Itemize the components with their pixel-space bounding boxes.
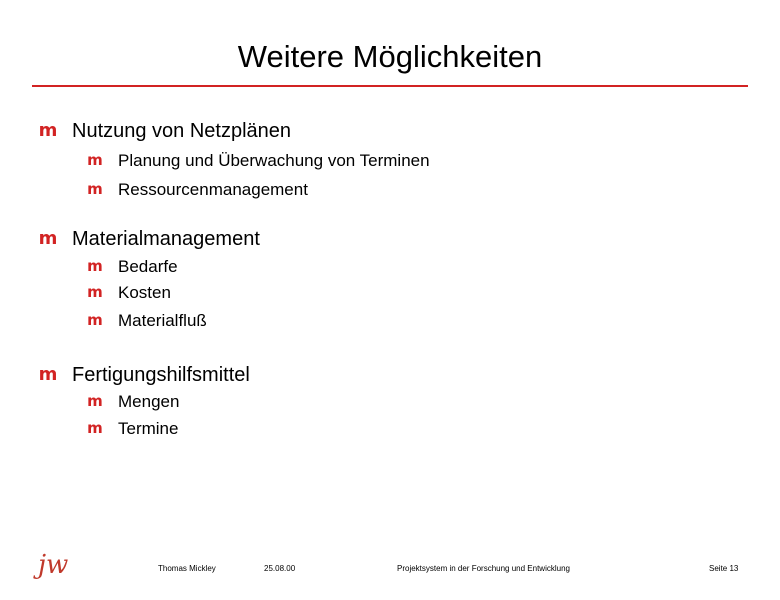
footer-date: 25.08.00: [264, 564, 296, 573]
bullet-icon: m: [87, 151, 103, 169]
list-item-label: Kosten: [118, 283, 171, 302]
footer-page-number: Seite 13: [709, 564, 739, 573]
footer-author: Thomas Mickley: [158, 564, 216, 573]
section-label: Materialmanagement: [72, 228, 260, 250]
list-item: [86, 150, 430, 171]
section-label: Fertigungshilfsmittel: [72, 364, 250, 386]
bullet-icon: m: [87, 392, 103, 410]
list-item: [86, 391, 179, 412]
list-item: [86, 256, 178, 277]
bullet-icon: m: [87, 419, 103, 437]
section-materialmanagement: [38, 227, 260, 251]
bullet-icon: m: [87, 180, 103, 198]
bullet-icon: m: [87, 311, 103, 329]
list-item: [86, 179, 308, 200]
bullet-icon: m: [38, 364, 58, 385]
list-item: [86, 418, 178, 439]
list-item: [86, 310, 207, 331]
bullet-icon: m: [87, 283, 103, 301]
section-netzplaene: [38, 119, 291, 143]
list-item-label: Termine: [118, 419, 179, 438]
bullet-icon: m: [38, 228, 58, 249]
list-item-label: Mengen: [118, 392, 180, 411]
title-divider: [32, 85, 748, 87]
bullet-icon: m: [87, 257, 103, 275]
slide-title: Weitere Möglichkeiten: [237, 39, 543, 74]
list-item-label: Planung und Überwachung von Terminen: [118, 151, 430, 170]
list-item-label: Bedarfe: [118, 257, 178, 276]
section-label: Nutzung von Netzplänen: [72, 120, 292, 142]
bullet-icon: m: [38, 120, 58, 141]
section-fertigungshilfsmittel: [38, 363, 250, 387]
jw-logo: jw: [38, 550, 69, 580]
footer-topic: Projektsystem in der Forschung und Entwicklung: [397, 564, 570, 573]
list-item: [86, 282, 171, 303]
list-item-label: Ressourcenmanagement: [118, 180, 308, 199]
list-item-label: Materialfluß: [118, 311, 207, 330]
